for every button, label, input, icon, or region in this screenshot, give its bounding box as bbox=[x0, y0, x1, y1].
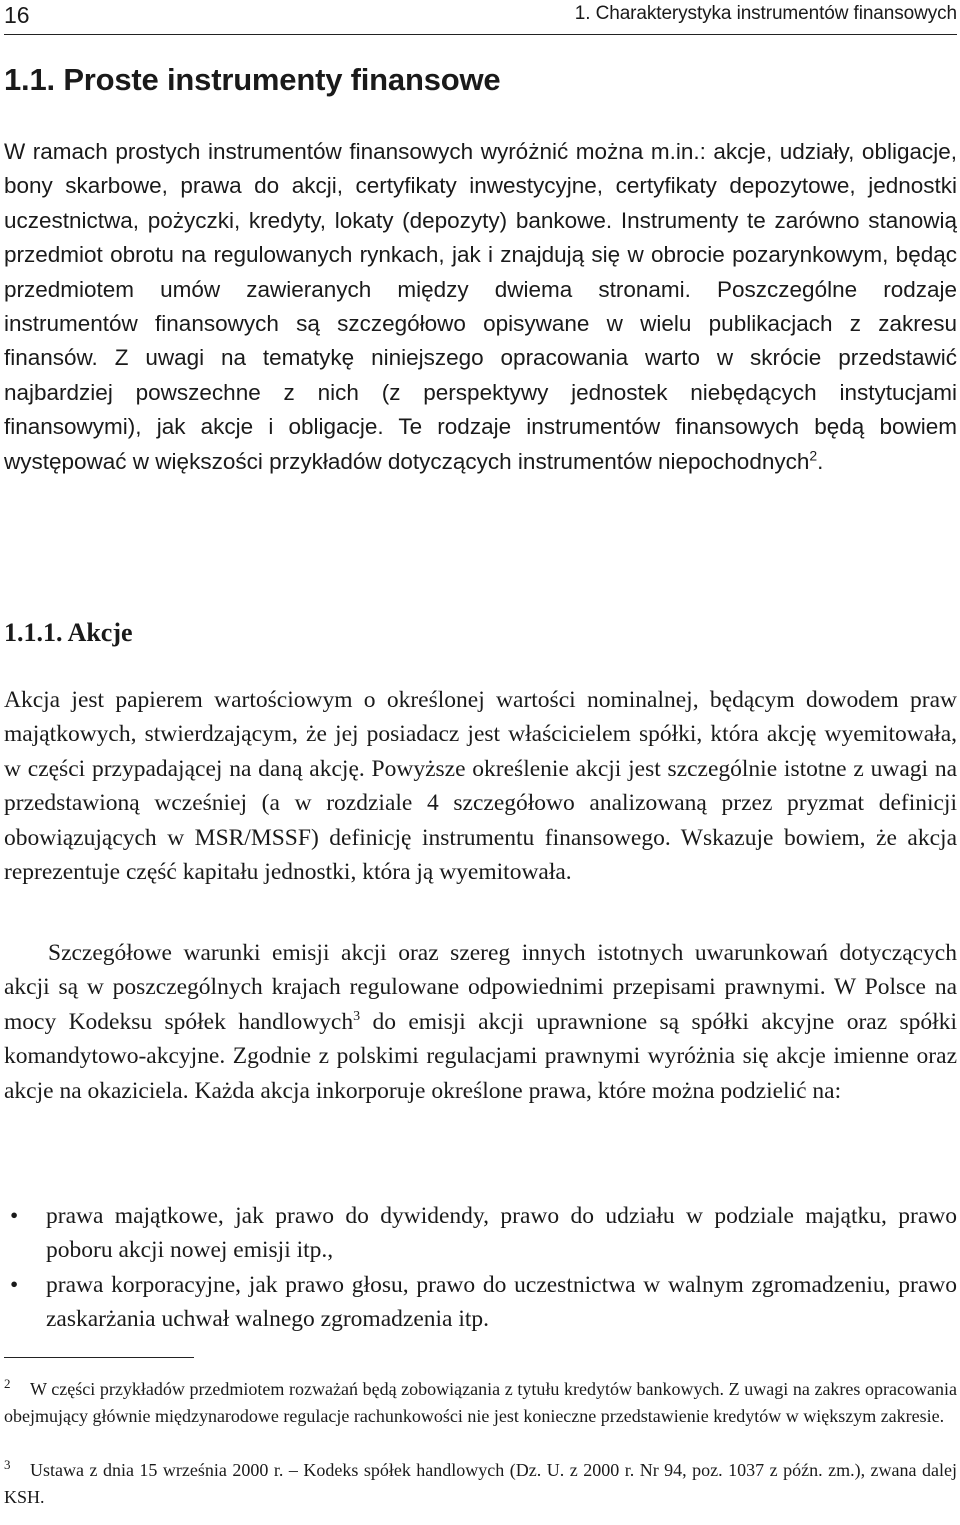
akcje-paragraph-2 bbox=[4, 936, 957, 1108]
section-title: 1.1. Proste instrumenty finansowe bbox=[4, 62, 501, 97]
akcje-paragraph-1: Akcja jest papierem wartościowym o określonej wartości nominalnej, będącym dowodem praw majątkowych, stwierdzającym, że jej posiadacz jest właścicielem spółki, która akcję wyemitowała, w części przypadającej na daną akcję. Powyższe określenie akcji jest szczególnie istotne z uwagi na przedstawioną wcześniej (a w rozdziale 4 szczegółowo analizowaną przez pryzmat definicji obowiązujących w MSR/MSSF) definicję instrumentu finansowego. Wskazuje bowiem, że akcja reprezentuje część kapitału jednostki, która ją wyemitowała. bbox=[4, 687, 957, 886]
running-head: 1. Charakterystyka instrumentów finansowych bbox=[574, 3, 957, 24]
footnote-2: 2 W części przykładów przedmiotem rozważań będą zobowiązania z tytułu kredytów bankowych. Z uwagi na zakres opracowania obejmujący głównie międzynarodowe regulacje rachunkowości nie jest konieczne przedstawienie kredytów w większym zakresie. bbox=[4, 1376, 957, 1426]
page-header bbox=[4, 0, 957, 35]
footnote-text: Ustawa z dnia 15 września 2000 r. – Kodeks spółek handlowych (Dz. U. z 2000 r. Nr 94, poz. 1037 z późn. zm.), zwana dalej KSH. bbox=[4, 1460, 957, 1507]
intro-text-cont: Poszczególne rodzaje instrumentów finansowych są szczegółowo opisywane w wielu publikacjach z zakresu finansów. Z uwagi na tematykę niniejszego opracowania warto w skrócie przedstawić najbardziej powszechne z nich (z perspektywy jednostek niebędących instytucjami finansowymi), jak akcje i obligacje. Te rodzaje instrumentów finansowych będą bowiem występować w większości przykładów dotyczących instrumentów niepochodnych bbox=[4, 276, 957, 474]
document-page bbox=[4, 0, 957, 1507]
rights-list bbox=[4, 1199, 957, 1337]
footnote-3: 3 Ustawa z dnia 15 września 2000 r. – Kodeks spółek handlowych (Dz. U. z 2000 r. Nr 94, poz. 1037 z późn. zm.), zwana dalej KSH. bbox=[4, 1457, 957, 1507]
footnote-text: W części przykładów przedmiotem rozważań będą zobowiązania z tytułu kredytów bankowych. Z uwagi na zakres opracowania obejmujący głównie międzynarodowe regulacje rachunkowości nie jest konieczne przedstawienie kredytów w większym zakresie. bbox=[4, 1379, 957, 1426]
footnote-ref-2[interactable]: 2 bbox=[809, 447, 818, 464]
footnote-divider bbox=[4, 1357, 194, 1358]
bullet-icon: • bbox=[10, 1203, 19, 1229]
bullet-icon: • bbox=[10, 1271, 19, 1298]
intro-text: W ramach prostych instrumentów finansowych wyróżnić można m.in.: akcje, udziały, obligacje, bony skarbowe, prawa do akcji, certyfikaty inwestycyjne, certyfikaty depozytowe, jednostki uczestnictwa, pożyczki, kredyty, lokaty (depozyty) bankowe. Instrumenty te zarówno stanowią przedmiot obrotu na regulowanych rynkach, jak i znajdują się w obrocie pozarynkowym, będąc przedmiotem umów zawieranych między dwiema stronami. bbox=[4, 139, 957, 302]
akcje-paragraph-2-b: do emisji akcji uprawnione są spółki akcyjne oraz spółki komandytowo-akcyjne. Zgodnie z polskimi regulacjami prawnymi wyróżnia się akcje imienne oraz akcje na okaziciela. Każda akcja inkorporuje określone prawa, które można podzielić na: bbox=[4, 1008, 957, 1104]
akcje-paragraph-2-a: Szczegółowe warunki emisji akcji oraz szereg innych istotnych uwarunkowań dotyczących akcji są w poszczególnych krajach regulowane odpowiednimi przepisami prawnymi. W Polsce na mocy Kodeksu spółek handlowych bbox=[4, 940, 957, 1035]
footnote-ref-3[interactable]: 3 bbox=[353, 1008, 361, 1024]
list-item bbox=[4, 1199, 957, 1268]
subsection-title: 1.1.1. Akcje bbox=[4, 618, 133, 647]
page-number: 16 bbox=[4, 2, 30, 28]
list-item bbox=[4, 1268, 957, 1337]
intro-end: . bbox=[817, 448, 824, 474]
list-item-text: prawa majątkowe, jak prawo do dywidendy, prawo do udziału w podziale majątku, prawo poboru akcji nowej emisji itp., bbox=[46, 1203, 957, 1264]
list-item-text: prawa korporacyjne, jak prawo głosu, prawo do uczestnictwa w walnym zgromadzeniu, prawo zaskarżania uchwał walnego zgromadzenia itp. bbox=[46, 1271, 957, 1333]
intro-paragraph bbox=[4, 135, 957, 479]
